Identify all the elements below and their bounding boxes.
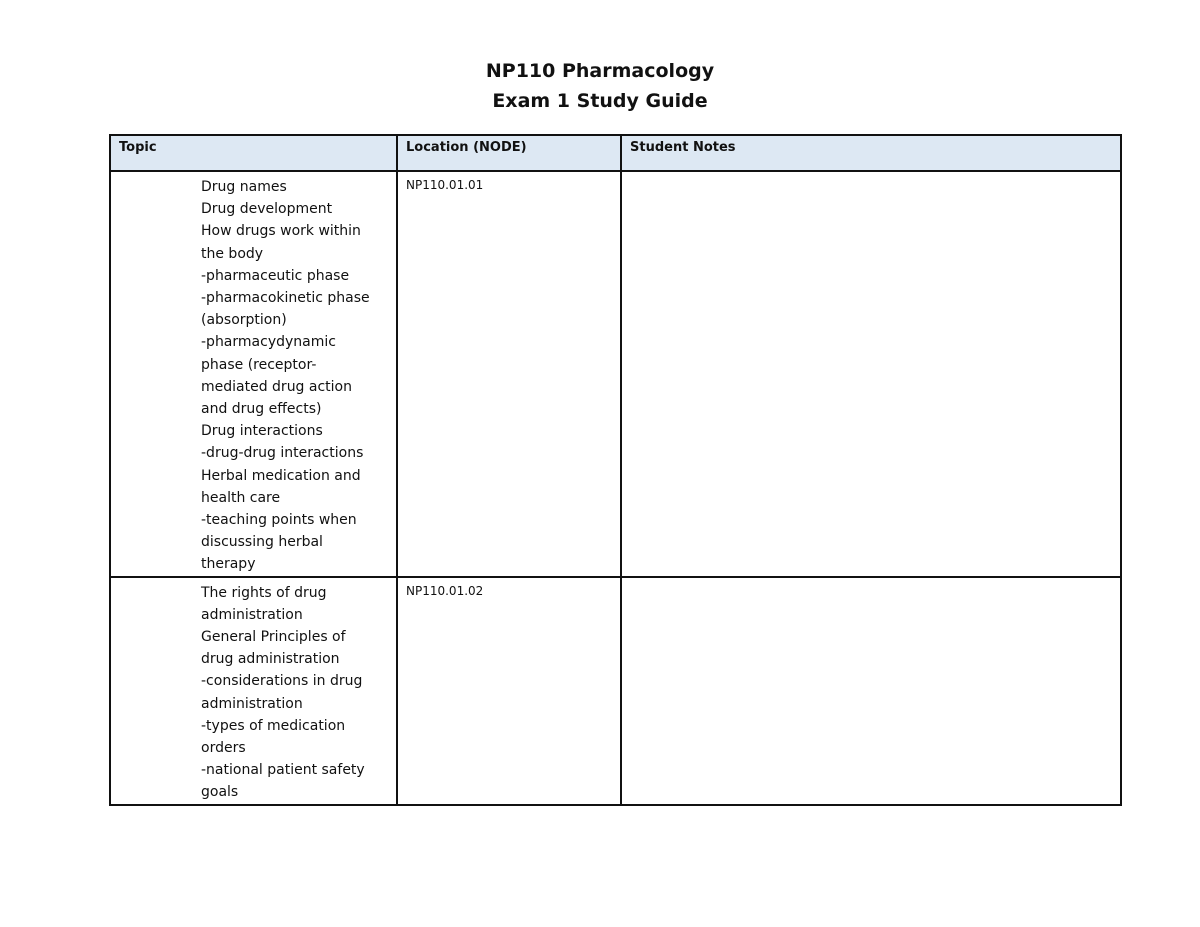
topic-line: The rights of drug (201, 584, 327, 601)
topic-line: -pharmacydynamic (201, 334, 336, 351)
topic-line: Drug names (201, 179, 287, 195)
table-header-row (110, 135, 1121, 171)
topic-line: orders (201, 740, 246, 757)
header-location: Location (NODE) (397, 135, 621, 171)
topic-line: -pharmacokinetic phase (201, 290, 370, 307)
topic-line: -pharmaceutic phase (201, 267, 350, 284)
location-cell: NP110.01.01 (397, 171, 621, 577)
topic-line: -national patient safety (201, 762, 365, 779)
topic-line: Drug development (201, 201, 333, 218)
document-title (0, 56, 1200, 116)
topic-line: administration (201, 695, 303, 712)
topic-line: General Principles of (201, 629, 346, 646)
student-notes-cell[interactable] (621, 577, 1121, 805)
topic-line: (absorption) (201, 312, 287, 329)
location-cell: NP110.01.02 (397, 577, 621, 805)
header-student-notes: Student Notes (621, 135, 1121, 171)
topic-line: the body (201, 245, 264, 262)
topic-line: phase (receptor- (201, 356, 317, 373)
table-row (110, 577, 1121, 805)
topic-line: Drug interactions (201, 423, 323, 440)
topic-line: How drugs work within (201, 223, 361, 240)
title-line-course: NP110 Pharmacology (485, 60, 715, 82)
topic-cell (110, 577, 397, 805)
topic-line: goals (201, 784, 239, 801)
student-notes-cell[interactable] (621, 171, 1121, 577)
topic-line: -drug-drug interactions (201, 445, 364, 462)
topic-line: and drug effects) (201, 401, 322, 418)
header-topic: Topic (110, 135, 397, 171)
topic-cell (110, 171, 397, 577)
topic-line: -types of medication (201, 717, 346, 734)
title-line-guide: Exam 1 Study Guide (492, 90, 708, 112)
topic-line: administration (201, 606, 303, 623)
table-row (110, 171, 1121, 577)
study-guide-table (109, 134, 1122, 806)
topic-line: therapy (201, 556, 256, 573)
topic-line: -teaching points when (201, 512, 357, 529)
topic-line: drug administration (201, 651, 340, 668)
topic-line: Herbal medication and (201, 467, 361, 484)
topic-line: mediated drug action (201, 378, 352, 395)
topic-line: health care (201, 489, 281, 506)
topic-line: discussing herbal (201, 534, 323, 551)
topic-line: -considerations in drug (201, 673, 363, 690)
